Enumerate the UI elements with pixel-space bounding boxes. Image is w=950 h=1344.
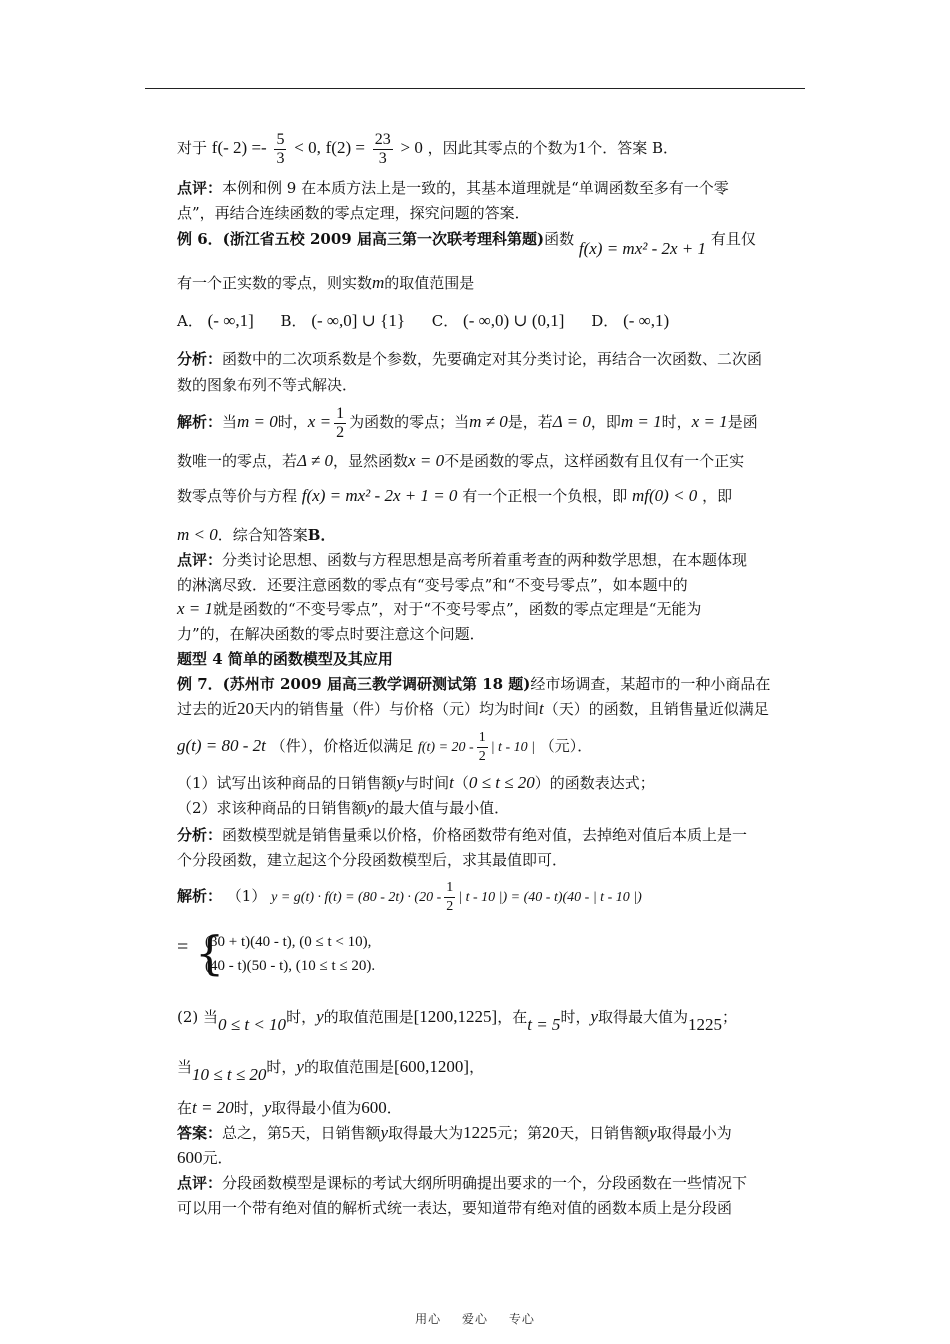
s7-p2m: ； [722, 1008, 738, 1026]
ex7-q2a: （2）求该种商品的日销售额 [177, 799, 367, 817]
comment7-text1: 分段函数模型是课标的考试大纲所明确提出要求的一个，分段函数在一些情况下 [222, 1174, 748, 1192]
a7-t5: 天，日销售额 [559, 1124, 650, 1142]
option-d-letter: D． [591, 312, 619, 330]
a7-v6: 600 [177, 1148, 203, 1167]
analysis7-line2 [177, 849, 567, 871]
s7-p2k: 取得最大值为 [598, 1008, 689, 1026]
p1-frac1 [274, 131, 286, 168]
ex6-line1 [177, 228, 756, 258]
ex7-text2e: （天）的函数，且销售量近似满足 [543, 700, 769, 718]
comment6-text1: 分类讨论思想、函数与方程思想是高考所着重考查的两种数学思想，在本题体现 [222, 551, 748, 569]
option-d [591, 306, 669, 336]
s6-l1c: 时， [277, 413, 308, 431]
solution6-line3 [177, 482, 732, 510]
s7-frac-den: 2 [446, 898, 454, 914]
ex7-text3b: （元）． [539, 737, 593, 755]
a7-v3: 1225 [463, 1123, 498, 1142]
s6-l1k: 时， [661, 413, 692, 431]
s6-l1f: m ≠ 0 [469, 412, 508, 431]
s7-p2h: t = 5 [527, 1015, 561, 1034]
option-c-value: (- ∞,0) ∪ (0,1] [463, 311, 565, 330]
s7-p3g: ， [469, 1058, 485, 1076]
ex7-frac-den: 2 [478, 748, 486, 764]
ex7-title: 例 7．(苏州市 2009 届高三教学调研测试第 18 题) [177, 675, 531, 693]
s6-l1i: ，即 [590, 413, 621, 431]
ex6-text4: 的取值范围是 [384, 274, 475, 292]
p1-frac2 [373, 131, 393, 168]
ex7-q1d: t [449, 773, 454, 792]
ex7-q1g: ）的函数表达式； [534, 774, 655, 792]
ex7-line2 [177, 698, 769, 720]
s6-frac-num: 1 [336, 404, 345, 422]
a7-v5: y [649, 1123, 657, 1142]
option-b-value: (- ∞,0] ∪ {1} [311, 311, 405, 330]
a7-t6: 取得最小为 [656, 1124, 732, 1142]
p1-frac1-den: 3 [276, 149, 285, 167]
solution7-part3 [177, 1052, 484, 1082]
s7-p4f: 600 [361, 1098, 387, 1117]
comment6-line4 [177, 623, 485, 645]
ex7-q1f: 0 ≤ t ≤ 20 [468, 773, 535, 792]
footer-text-3: 专心 [508, 1312, 535, 1326]
solution6-label: 解析： [177, 413, 223, 431]
s7-p3f: [600,1200] [393, 1057, 470, 1076]
ex7-q1c: 与时间 [404, 774, 450, 792]
p1-frac2-den: 3 [378, 149, 387, 167]
ex6-text2: 有且仅 [710, 230, 756, 248]
s7-p2b: 0 ≤ t < 10 [218, 1015, 287, 1034]
section-heading-4: 题型 4 简单的函数模型及其应用 [177, 650, 393, 668]
analysis7-line1 [177, 824, 747, 846]
ex6-var: m [372, 273, 385, 292]
ex7-f: f(t) = 20 - [417, 740, 474, 755]
comment6-line1 [177, 549, 747, 571]
ex6-options [177, 306, 691, 336]
p1-ineq1: f(- 2) =- [211, 138, 267, 157]
ex7-q2c: 的最大值与最小值． [374, 799, 510, 817]
p1-suffix: ，因此其零点的个数为1个．答案 B． [427, 139, 678, 157]
s6-frac [334, 405, 346, 442]
a7-t7: 元． [202, 1149, 233, 1167]
p1-ineq1b: < 0, [294, 138, 321, 157]
p2-line1 [177, 177, 729, 199]
option-a-value: (- ∞,1] [207, 311, 254, 330]
analysis6-line1 [177, 348, 762, 370]
comment7-text2: 可以用一个带有绝对值的解析式统一表达，要知道带有绝对值的函数本质上是分段函 [177, 1199, 733, 1217]
s7-p2e: 的取值范围是 [323, 1008, 414, 1026]
comment6-line2 [177, 574, 688, 596]
a7-t3: 取得最大为 [388, 1124, 464, 1142]
footer-text-1: 用心 [415, 1312, 442, 1326]
footer-text-2: 爱心 [461, 1312, 488, 1326]
comment6-label: 点评： [177, 551, 223, 569]
comment7-label: 点评： [177, 1174, 223, 1192]
a7-v2: y [380, 1123, 389, 1142]
s7-p4b: t = 20 [192, 1098, 234, 1117]
s7-brace: { [195, 926, 225, 980]
a7-t1: 总之，第 [222, 1124, 283, 1142]
s6-l2b: Δ ≠ 0 [297, 451, 334, 470]
ex7-q2 [177, 797, 509, 819]
s7-p4c: 时， [233, 1099, 264, 1117]
ex7-line3 [177, 726, 592, 768]
ex7-text2d: t [539, 699, 544, 718]
s7-p2j: y [590, 1007, 598, 1026]
s6-l4a: m < 0 [177, 525, 218, 544]
p2-text1: 本例和例 9 在本质方法上是一致的，其基本道理就是“单调函数至多有一个零 [222, 179, 729, 197]
s7-frac [444, 879, 455, 916]
analysis6-text1: 函数中的二次项系数是个参数，先要确定对其分类讨论，再结合一次函数、二次函 [222, 350, 763, 368]
s7-case1: (30 + t)(40 - t), (0 ≤ t < 10), [205, 934, 372, 950]
ex6-text1: 函数 [544, 230, 575, 248]
comment6-text4: 力”的，在解决函数的零点时要注意这个问题． [177, 625, 485, 643]
ex7-g: g(t) = 80 - 2t [177, 736, 266, 755]
answer7-label: 答案： [177, 1124, 223, 1142]
p1-ineq2: f(2) = [325, 138, 365, 157]
header-rule [145, 88, 805, 89]
s6-l1a: 当 [222, 413, 238, 431]
comment6-text3a: x = 1 [177, 599, 214, 618]
option-a [177, 306, 254, 336]
answer7-line1 [177, 1122, 732, 1144]
ex6-title: 例 6．(浙江省五校 2009 届高三第一次联考理科第题) [177, 230, 545, 248]
ex7-frac-num: 1 [477, 729, 488, 748]
s6-l2a: 数唯一的零点，若 [177, 452, 298, 470]
s7-p3d: y [296, 1057, 304, 1076]
p1-ineq2b: > 0 [400, 138, 423, 157]
ex6-text3: 有一个正实数的零点，则实数 [177, 274, 373, 292]
option-c-letter: C． [431, 312, 459, 330]
comment6-text3b: 就是函数的“不变号零点”，对于“不变号零点”，函数的零点定理是“无能为 [213, 600, 702, 618]
s7-eq1: y = g(t) · f(t) = (80 - 2t) · (20 - [271, 890, 442, 905]
s6-l3c: 有一个正根一个负根，即 [462, 487, 628, 505]
ex7-text3a: （件），价格近似满足 [270, 737, 414, 755]
s7-p2a: (2) 当 [177, 1008, 219, 1026]
s6-l2e: 不是函数的零点，这样函数有且仅有一个正实 [444, 452, 745, 470]
a7-t2: 天，日销售额 [290, 1124, 381, 1142]
s6-l1j: m = 1 [620, 412, 662, 431]
option-b [281, 306, 405, 336]
comment6-text2: 的淋漓尽致．还要注意函数的零点有“变号零点”和“不变号零点”，如本题中的 [177, 576, 688, 594]
ex7-text1: 经市场调查，某超市的一种小商品在 [530, 675, 771, 693]
s6-l1b: m = 0 [237, 412, 278, 431]
ex7-text2b: 20 [237, 699, 255, 718]
a7-v4: 20 [542, 1123, 560, 1142]
comment6-line3 [177, 598, 701, 620]
s6-l2c: ，显然函数 [333, 452, 409, 470]
solution7-label: 解析： [177, 887, 223, 905]
comment7-line2 [177, 1197, 732, 1219]
s7-p4a: 在 [177, 1099, 193, 1117]
analysis6-line2 [177, 374, 357, 396]
analysis6-label: 分析： [177, 350, 223, 368]
analysis6-text2: 数的图象布列不等式解决． [177, 376, 358, 394]
solution7-part2 [177, 1002, 737, 1032]
s6-l3b: f(x) = mx² - 2x + 1 = 0 [301, 486, 458, 505]
analysis7-text1: 函数模型就是销售量乘以价格，价格函数带有绝对值，去掉绝对值后本质上是一 [222, 826, 748, 844]
ex6-formula: f(x) = mx² - 2x + 1 [578, 239, 707, 258]
s6-frac-den: 2 [336, 423, 345, 441]
s7-p4e: 取得最小值为 [271, 1099, 362, 1117]
p1-prefix: 对于 [177, 139, 208, 157]
p1-line [177, 128, 678, 168]
ex7-q1b: y [396, 773, 405, 792]
answer7-line2 [177, 1147, 233, 1169]
s6-l1m: 是函 [727, 413, 758, 431]
analysis7-text2: 个分段函数，建立起这个分段函数模型后，求其最值即可． [177, 851, 568, 869]
solution7-line1 [177, 876, 642, 918]
s7-eq1b: | t - 10 |) = (40 - t)(40 - | t - 10 |) [458, 890, 642, 905]
option-a-letter: A． [177, 312, 203, 330]
s6-l4c: B． [307, 526, 336, 544]
s6-l1g: 是，若 [507, 413, 553, 431]
s7-p2l: 1225 [688, 1015, 723, 1034]
p2-line2 [177, 202, 530, 224]
p2-text2: 点”，再结合连续函数的零点定理，探究问题的答案． [177, 204, 530, 222]
a7-t4: 元；第 [497, 1124, 543, 1142]
ex6-line2 [177, 272, 474, 294]
s7-frac-num: 1 [444, 879, 455, 898]
solution6-line2 [177, 450, 744, 472]
s7-p4g: ． [386, 1099, 402, 1117]
p2-label: 点评： [177, 179, 223, 197]
option-c [432, 306, 565, 336]
s7-part1: （1） [226, 887, 267, 905]
solution6-line4 [177, 524, 335, 546]
ex7-text2c: 天内的销售量（件）与价格（元）均为时间 [254, 700, 540, 718]
s6-l3a: 数零点等价与方程 [177, 487, 298, 505]
p1-frac2-num: 23 [374, 130, 391, 148]
s6-l1h: Δ = 0 [552, 412, 591, 431]
ex7-frac [477, 729, 488, 766]
s6-l1d: x = [307, 412, 332, 431]
s7-eqsign: = [177, 936, 189, 958]
analysis7-label: 分析： [177, 826, 223, 844]
ex7-q1 [177, 772, 655, 794]
s7-p3a: 当 [177, 1058, 193, 1076]
s7-p3b: 10 ≤ t ≤ 20 [192, 1065, 267, 1084]
s7-p2g: ，在 [497, 1008, 528, 1026]
s7-case2: (40 - t)(50 - t), (10 ≤ t ≤ 20). [205, 958, 376, 974]
s6-l3d: mf(0) < 0 [632, 486, 698, 505]
s6-l2d: x = 0 [408, 451, 445, 470]
s6-l4b: ．综合知答案 [217, 526, 308, 544]
solution7-part4 [177, 1097, 402, 1119]
ex7-q1a: （1）试写出该种商品的日销售额 [177, 774, 397, 792]
ex7-text2a: 过去的近 [177, 700, 238, 718]
p1-frac1-num: 5 [276, 130, 285, 148]
s7-p2f: [1200,1225] [413, 1007, 498, 1026]
s6-l1e: 为函数的零点；当 [349, 413, 470, 431]
s7-p2c: 时， [286, 1008, 317, 1026]
a7-v1: 5 [282, 1123, 291, 1142]
ex7-q1e: （ [453, 774, 469, 792]
ex7-line1 [177, 673, 770, 695]
s6-l3e: ，即 [702, 487, 733, 505]
comment7-line1 [177, 1172, 747, 1194]
option-b-letter: B． [280, 312, 307, 330]
s7-p2i: 时， [560, 1008, 591, 1026]
s6-l1l: x = 1 [691, 412, 728, 431]
s7-p3e: 的取值范围是 [303, 1058, 394, 1076]
ex7-q2b: y [366, 798, 375, 817]
s7-p3c: 时， [266, 1058, 297, 1076]
page-footer [0, 1310, 950, 1327]
option-d-value: (- ∞,1) [623, 311, 670, 330]
ex7-f2: | t - 10 | [490, 740, 535, 755]
s7-p2d: y [316, 1007, 324, 1026]
solution6-line1 [177, 402, 758, 442]
s7-p4d: y [263, 1098, 272, 1117]
